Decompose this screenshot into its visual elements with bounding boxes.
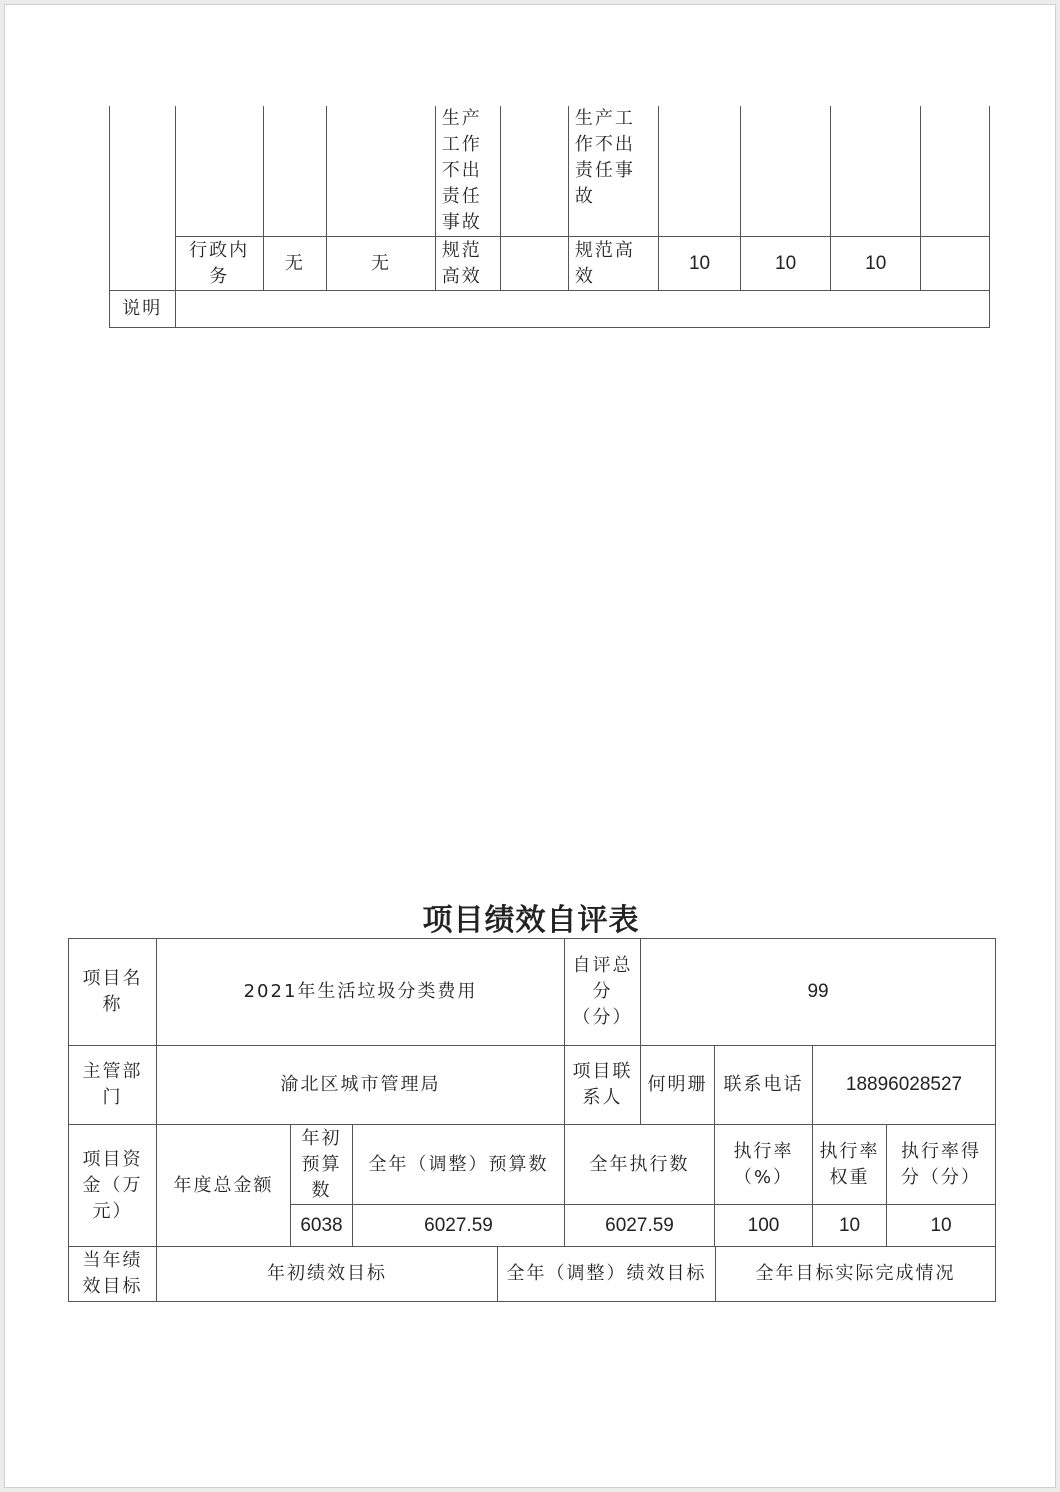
contact-label: 项目联系人 [565,1046,641,1125]
col-rate-label: 执行率（%） [715,1125,813,1205]
page-title: 项目绩效自评表 [422,903,640,938]
contact: 何明珊 [641,1046,715,1125]
first-level-cell [110,106,176,291]
initial-goal-label: 年初绩效目标 [157,1247,498,1301]
note-cell [175,291,989,328]
initial-value: 6038 [291,1205,353,1247]
table-row [69,939,996,1046]
table-cell [921,106,990,237]
score-value: 10 [887,1205,996,1247]
table-row [110,291,990,328]
table-cell [921,237,990,291]
phone: 18896028527 [813,1046,996,1125]
table-cell [831,106,921,237]
self-score: 99 [641,939,996,1046]
note-label: 说明 [110,291,176,328]
rate-value: 100 [715,1205,813,1247]
weight-cell: 10 [659,237,741,291]
project-name-label: 项目名称 [69,939,157,1046]
goal-table [68,1247,996,1302]
project-eval-table [68,938,996,1247]
table-cell [327,106,436,237]
table-row [69,1247,996,1301]
col-score-label: 执行率得分（分） [887,1125,996,1205]
weight-value: 10 [813,1205,887,1247]
dept-label: 主管部门 [69,1046,157,1125]
table-cell [741,106,831,237]
adjusted-goal-label: 全年（调整）绩效目标 [498,1247,716,1301]
indicator-cell: 规范高效 [435,237,501,291]
table-cell [501,106,569,237]
annual-total-label: 年度总金额 [157,1125,291,1247]
table-row [69,1046,996,1125]
table-row [110,237,990,291]
actual-cell: 规范高效 [568,237,658,291]
table-cell: 无 [327,237,436,291]
table-cell: 无 [263,237,327,291]
category-cell: 行政内务 [175,237,263,291]
col-adjusted-label: 全年（调整）预算数 [353,1125,565,1205]
phone-label: 联系电话 [715,1046,813,1125]
goal-label: 当年绩效目标 [69,1247,157,1301]
score-cell: 10 [741,237,831,291]
actual-goal-label: 全年目标实际完成情况 [716,1247,996,1301]
actual-cell: 生产工作不出责任事故 [568,106,658,237]
table-row [110,106,990,237]
indicator-cell: 生产工作不出责任事故 [435,106,501,237]
col-initial-label: 年初预算数 [291,1125,353,1205]
table-cell [263,106,327,237]
score-cell: 10 [831,237,921,291]
table-cell [501,237,569,291]
col-executed-label: 全年执行数 [565,1125,715,1205]
document-page [4,4,1056,1488]
executed-value: 6027.59 [565,1205,715,1247]
col-weight-label: 执行率权重 [813,1125,887,1205]
funds-label: 项目资金（万元） [69,1125,157,1247]
table-cell [659,106,741,237]
indicator-table-continued [109,106,990,328]
adjusted-value: 6027.59 [353,1205,565,1247]
self-score-label: 自评总分（分） [565,939,641,1046]
project-name: 2021年生活垃圾分类费用 [157,939,565,1046]
table-row [69,1125,996,1205]
dept: 渝北区城市管理局 [157,1046,565,1125]
category-cell [175,106,263,237]
